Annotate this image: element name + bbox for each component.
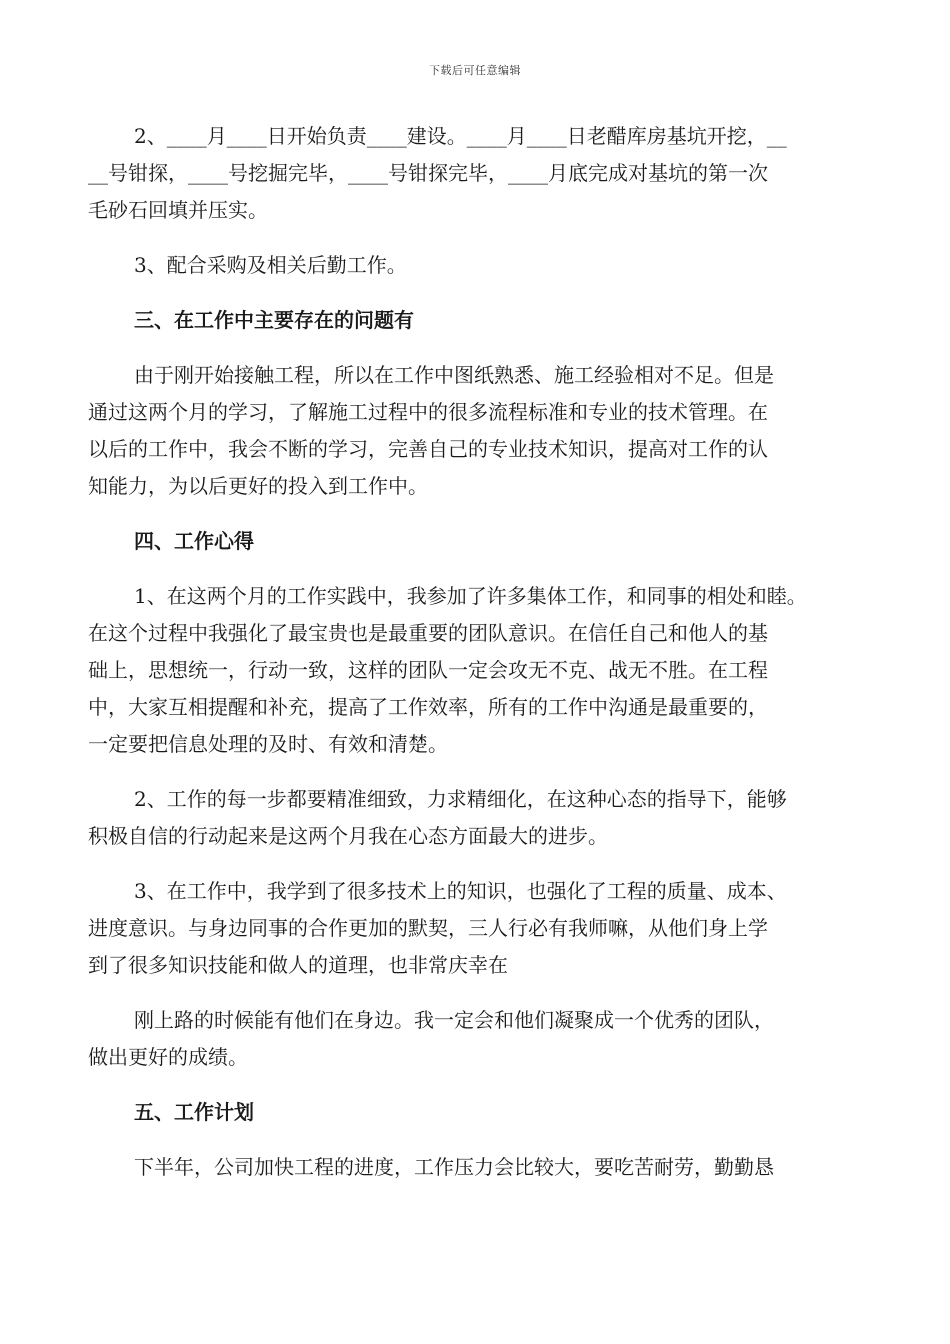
text-line: 由于刚开始接触工程，所以在工作中图纸熟悉、施工经验相对不足。但是: [134, 363, 774, 387]
document-body: [88, 118, 878, 1204]
text-line: 2、工作的每一步都要精准细致，力求精细化，在这种心态的指导下，能够: [134, 787, 787, 811]
text-line: 做出更好的成绩。: [88, 1045, 248, 1069]
text-line: 毛砂石回填并压实。: [88, 198, 268, 222]
text-line: 进度意识。与身边同事的合作更加的默契，三人行必有我师嘛，从他们身上学: [88, 916, 768, 940]
paragraph-item-2: [88, 118, 878, 229]
page-header: 下载后可任意编辑: [429, 64, 521, 77]
text-line: 积极自信的行动起来是这两个月我在心态方面最大的进步。: [88, 824, 608, 848]
section-heading-plan: [88, 1094, 878, 1131]
heading-text: 五、工作计划: [134, 1100, 254, 1124]
text-line: 础上，思想统一，行动一致，这样的团队一定会攻无不克、战无不胜。在工程: [88, 658, 768, 682]
text-line: 通过这两个月的学习，了解施工过程中的很多流程标准和专业的技术管理。在: [88, 400, 768, 424]
text-line: 一定要把信息处理的及时、有效和清楚。: [88, 732, 448, 756]
paragraph-experience-3-cont: [88, 1002, 878, 1076]
paragraph-experience-2: [88, 781, 878, 855]
text-line: 知能力，为以后更好的投入到工作中。: [88, 474, 428, 498]
paragraph-item-3: [88, 247, 878, 284]
section-heading-experience: [88, 523, 878, 560]
heading-text: 四、工作心得: [134, 529, 254, 553]
heading-text: 三、在工作中主要存在的问题有: [134, 308, 414, 332]
text-line: __号钳探，____号挖掘完毕，____号钳探完毕，____月底完成对基坑的第一次: [88, 161, 768, 185]
paragraph-plan: [88, 1149, 878, 1186]
text-line: 3、在工作中，我学到了很多技术上的知识，也强化了工程的质量、成本、: [134, 879, 787, 903]
text-line: 以后的工作中，我会不断的学习，完善自己的专业技术知识，提高对工作的认: [88, 437, 768, 461]
paragraph-experience-3: [88, 873, 878, 984]
text-line: 刚上路的时候能有他们在身边。我一定会和他们凝聚成一个优秀的团队，: [134, 1008, 774, 1032]
text-line: 1、在这两个月的工作实践中，我参加了许多集体工作，和同事的相处和睦。: [134, 584, 807, 608]
text-line: 到了很多知识技能和做人的道理，也非常庆幸在: [88, 953, 508, 977]
paragraph-experience-1: [88, 578, 878, 763]
paragraph-problems: [88, 357, 878, 505]
text-line: 2、____月____日开始负责____建设。____月____日老醋库房基坑开挖，__: [134, 124, 787, 148]
text-line: 中，大家互相提醒和补充，提高了工作效率，所有的工作中沟通是最重要的，: [88, 695, 768, 719]
section-heading-problems: [88, 302, 878, 339]
text-line: 下半年，公司加快工程的进度，工作压力会比较大，要吃苦耐劳，勤勤恳: [134, 1155, 774, 1179]
text-line: 3、配合采购及相关后勤工作。: [134, 253, 407, 277]
text-line: 在这个过程中我强化了最宝贵也是最重要的团队意识。在信任自己和他人的基: [88, 621, 768, 645]
